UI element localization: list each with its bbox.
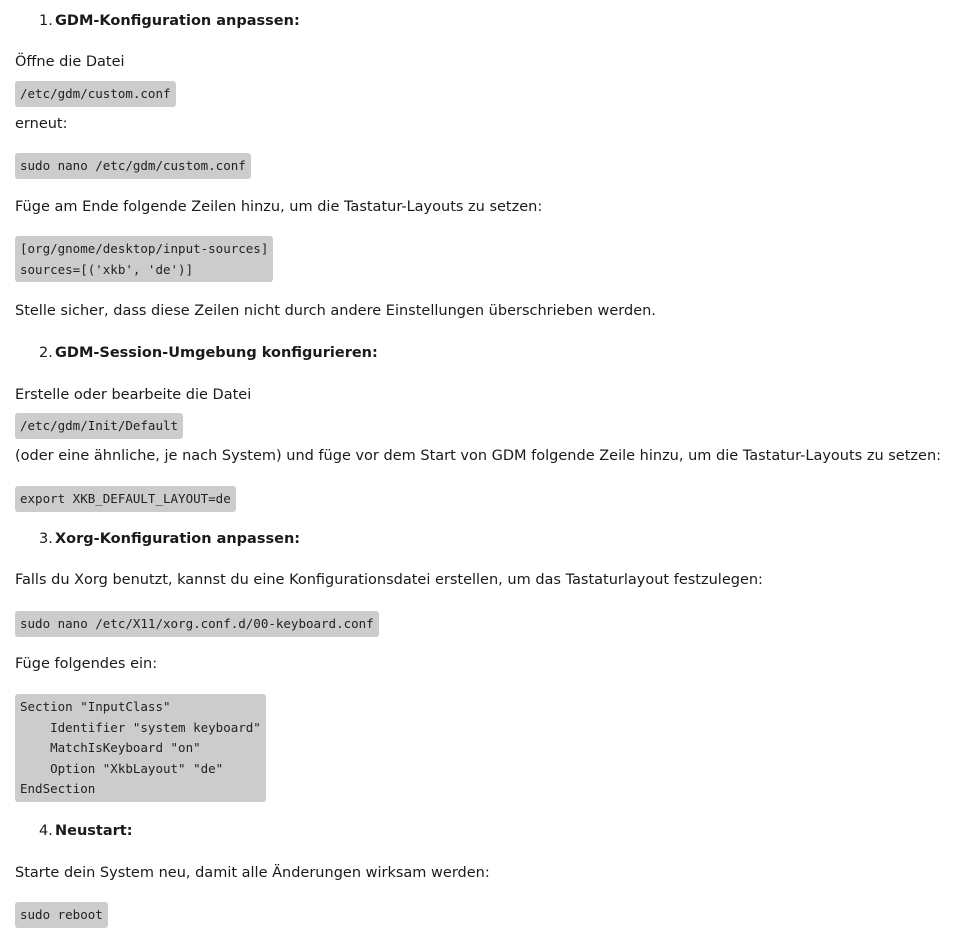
step-2-after-path: (oder eine ähnliche, je nach System) und füge vor dem Start von GDM folgende Zeile hinzu, um die Tastatur-Layouts zu setzen: [15, 448, 942, 464]
step-2-command: export XKB_DEFAULT_LAYOUT=de [15, 486, 236, 512]
step-1-text-note: Stelle sicher, dass diese Zeilen nicht durch andere Einstellungen überschrieben werden. [15, 303, 656, 319]
step-1-inline-path: /etc/gdm/custom.conf [15, 81, 176, 107]
step-1-intro: Öffne die Datei [15, 54, 125, 70]
step-1-command: sudo nano /etc/gdm/custom.conf [15, 153, 251, 179]
step-3-intro: Falls du Xorg benutzt, kannst du eine Konfigurationsdatei erstellen, um das Tastaturlayout festzulegen: [15, 572, 763, 588]
step-4-number: 4. [39, 823, 53, 839]
step-4-heading [39, 823, 133, 839]
step-1-text-add-lines: Füge am Ende folgende Zeilen hinzu, um die Tastatur-Layouts zu setzen: [15, 199, 543, 215]
step-4-title: Neustart: [55, 823, 133, 839]
step-1-number: 1. [39, 13, 53, 29]
step-3-text-add: Füge folgendes ein: [15, 656, 158, 672]
step-2-inline-path: /etc/gdm/Init/Default [15, 413, 183, 439]
step-3-title: Xorg-Konfiguration anpassen: [55, 531, 301, 547]
step-1-title: GDM-Konfiguration anpassen: [55, 13, 300, 29]
step-3-config-block: Section "InputClass" Identifier "system keyboard" MatchIsKeyboard "on" Option "XkbLayout" "de" EndSection [15, 694, 266, 802]
step-4-intro: Starte dein System neu, damit alle Änderungen wirksam werden: [15, 865, 490, 881]
step-2-intro: Erstelle oder bearbeite die Datei [15, 387, 252, 403]
step-1-after-path: erneut: [15, 116, 68, 132]
step-4-command: sudo reboot [15, 902, 108, 928]
step-2-number: 2. [39, 345, 53, 361]
step-3-command: sudo nano /etc/X11/xorg.conf.d/00-keyboard.conf [15, 611, 379, 637]
step-2-heading [39, 345, 378, 361]
step-2-title: GDM-Session-Umgebung konfigurieren: [55, 345, 378, 361]
step-1-config-block: [org/gnome/desktop/input-sources] sources=[('xkb', 'de')] [15, 236, 273, 282]
step-1-heading [39, 13, 300, 29]
step-3-number: 3. [39, 531, 53, 547]
step-3-heading [39, 531, 300, 547]
